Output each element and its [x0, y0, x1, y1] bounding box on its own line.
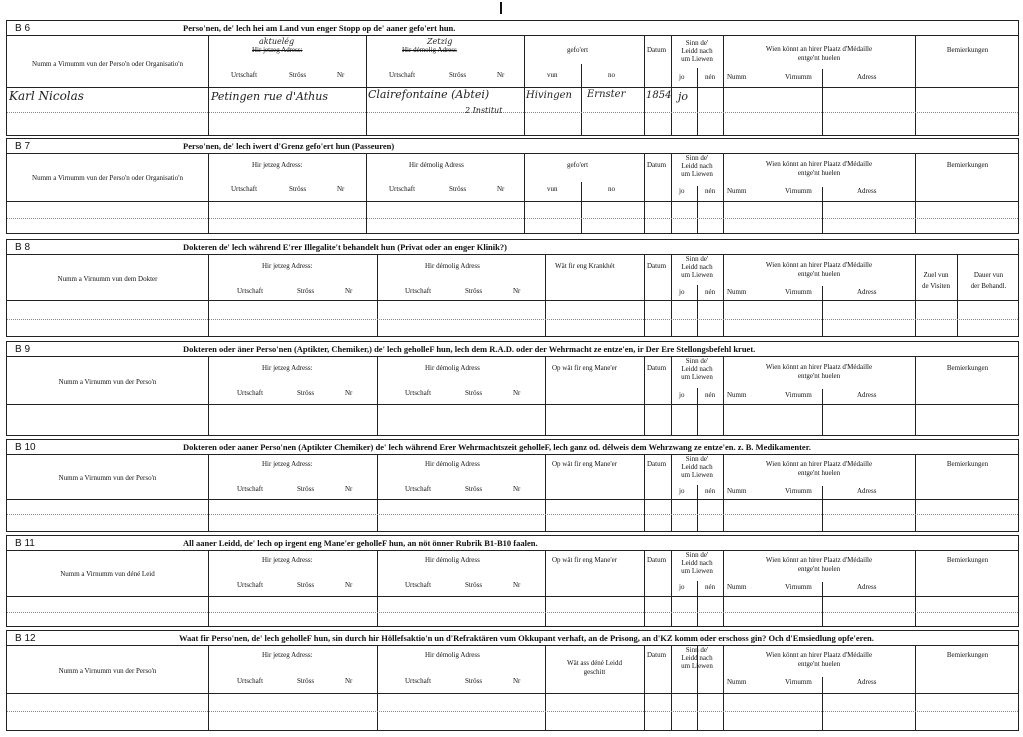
virnumm-label: Virnumm [785, 391, 812, 399]
section-title: All aaner Leidd, de' lech op irgent eng Mane'er geholleF hun, an nöt önner Rubrik B1-B10 faalen. [183, 538, 538, 548]
handwritten-jetzeg-annotation: aktuelég [259, 37, 295, 46]
nr-label: Nr [337, 185, 345, 193]
col-name: Numm a Virnumm vun der Perso'n [58, 378, 157, 386]
virnumm-label: Virnumm [785, 288, 812, 296]
handwritten-demolig-annotation: Zetzig [427, 37, 453, 46]
col-jetzeg: Hir jetzeg Adress: [262, 364, 313, 372]
urtschaft-label: Urtschaft [405, 581, 432, 589]
col-krankheet: Wät fir eng Krankhét [555, 262, 615, 270]
virnumm-label: Virnumm [785, 187, 812, 195]
urtschaft-label: Urtschaft [405, 485, 432, 493]
nr-label: Nr [513, 677, 521, 685]
col-sinn: Sinn de' Leidd nach um Liewen [681, 455, 713, 479]
col-jetzeg: Hir jetzeg Adress: [262, 556, 313, 564]
nen-label: nén [705, 391, 716, 399]
stross-label: Ströss [465, 389, 483, 397]
section-title: Perso'nen, de' lech hei am Land vun enger Stopp op de' aaner gefo'ert hun. [183, 23, 456, 33]
stross-label: Ströss [297, 389, 315, 397]
nr-label: Nr [345, 485, 353, 493]
handwritten-demolig: Clairefontaine (Abtei) [368, 88, 490, 101]
section-b6 [6, 20, 1019, 136]
section-b12 [6, 630, 1019, 731]
jo-label: jo [679, 487, 685, 495]
section-header [7, 342, 1018, 357]
nen-label: nén [705, 187, 716, 195]
urtschaft-label: Urtschaft [237, 287, 264, 295]
vun-label: vun [547, 71, 558, 79]
stross-label: Ströss [297, 677, 315, 685]
col-maner: Op wät fir eng Mane'er [552, 364, 618, 372]
col-datum: Datum [647, 262, 667, 270]
col-sinn: Sinn de' Leidd nach um Liewen [681, 357, 713, 381]
urtschaft-label: Urtschaft [237, 485, 264, 493]
section-b8 [6, 239, 1019, 337]
col-name: Numm a Virnumm vun der Perso'n [58, 667, 157, 675]
handwritten-jetzeg: Petingen rue d'Athus [211, 90, 328, 103]
stross-label: Ströss [289, 71, 307, 79]
nr-label: Nr [513, 485, 521, 493]
col-sinn: Sinn de' Leidd nach um Liewen [681, 39, 713, 63]
col-demolig: Hir démolig Adress [402, 46, 457, 54]
urtschaft-label: Urtschaft [237, 389, 264, 397]
adress-label: Adress [857, 288, 877, 296]
col-datum: Datum [647, 161, 667, 169]
col-sinn: Sinn de' Leidd nach um Liewen [681, 255, 713, 279]
nen-label: nén [705, 73, 716, 81]
section-title: Dokteren oder aaner Perso'nen (Aptikter Chemiker) de' lech während Erer Wehrmachtszeit geholleF, lech ganz od. délweis dem Wehrzwang ze entze'en. z. B. Medikamenter. [183, 442, 811, 452]
numm-label: Numm [727, 583, 747, 591]
section-header [7, 440, 1018, 455]
stross-label: Ströss [297, 581, 315, 589]
top-mark [500, 2, 502, 14]
handwritten-jo: jo [678, 90, 689, 103]
numm-label: Numm [727, 391, 747, 399]
numm-label: Numm [727, 678, 747, 686]
col-sinn: Sinn de' Leidd nach um Liewen [681, 551, 713, 575]
nr-label: Nr [513, 581, 521, 589]
nen-label: nén [705, 288, 716, 296]
col-name: Numm a Virnumm vun déné Leid [60, 570, 155, 578]
section-title: Perso'nen, de' lech iwert d'Grenz gefo'ert hun (Passeuren) [183, 141, 395, 151]
nr-label: Nr [345, 389, 353, 397]
section-id: B 7 [15, 141, 31, 152]
col-wien: Wien könnt an hirer Plaatz d'Médaille entge'nt huelen [765, 556, 873, 573]
section-id: B 8 [15, 242, 31, 253]
nr-label: Nr [497, 71, 505, 79]
col-demolig: Hir démolig Adress [425, 460, 480, 468]
urtschaft-label: Urtschaft [237, 581, 264, 589]
numm-label: Numm [727, 187, 747, 195]
jo-label: jo [679, 288, 685, 296]
handwritten-datum: 1854 [646, 90, 672, 101]
stross-label: Ströss [297, 485, 315, 493]
section-header [7, 631, 1018, 646]
stross-label: Ströss [465, 581, 483, 589]
col-wien: Wien könnt an hirer Plaatz d'Médaille entge'nt huelen [765, 160, 873, 177]
col-sinn: Sinn de' Leidd nach um Liewen [681, 646, 713, 670]
virnumm-label: Virnumm [785, 73, 812, 81]
nen-label: nén [705, 583, 716, 591]
col-name: Numm a Virnumm vun der Perso'n oder Organisatio'n [32, 174, 183, 182]
col-wien: Wien könnt an hirer Plaatz d'Médaille entge'nt huelen [765, 45, 873, 62]
col-zuel: Zuel vun de Visiten [921, 271, 951, 290]
section-title: Dokteren oder äner Perso'nen (Aptikter, Chemiker,) de' lech geholleF hun, lech dem R.A.D. oder der Wehrmacht ze entze'en, ir Der Ere Stellongsbefehl kruet. [183, 344, 756, 354]
virnumm-label: Virnumm [785, 583, 812, 591]
adress-label: Adress [857, 583, 877, 591]
numm-label: Numm [727, 73, 747, 81]
col-jetzeg: Hir jetzeg Adress: [252, 161, 303, 169]
urtschaft-label: Urtschaft [405, 287, 432, 295]
col-bemierkungen: Bemierkungen [946, 460, 989, 468]
virnumm-label: Virnumm [785, 487, 812, 495]
section-header [7, 139, 1018, 154]
section-header [7, 21, 1018, 36]
section-id: B 10 [15, 442, 36, 453]
stross-label: Ströss [465, 677, 483, 685]
nr-label: Nr [345, 581, 353, 589]
section-header [7, 536, 1018, 551]
col-demolig: Hir démolig Adress [425, 651, 480, 659]
col-wien: Wien könnt an hirer Plaatz d'Médaille entge'nt huelen [765, 261, 873, 278]
col-gefoert: gefo'ert [567, 46, 589, 54]
col-name: Numm a Virnumm vun dem Dokter [57, 275, 158, 283]
section-title: Dokteren de' lech während E'rer Illegalite't behandelt hun (Privat oder an enger Klinik?) [183, 242, 507, 252]
urtschaft-label: Urtschaft [405, 389, 432, 397]
nr-label: Nr [497, 185, 505, 193]
col-name: Numm a Virnumm vun der Perso'n oder Organisatio'n [32, 60, 183, 68]
urtschaft-label: Urtschaft [237, 677, 264, 685]
urtschaft-label: Urtschaft [231, 71, 258, 79]
section-id: B 9 [15, 344, 31, 355]
vun-label: vun [547, 185, 558, 193]
col-datum: Datum [647, 460, 667, 468]
stross-label: Ströss [449, 71, 467, 79]
section-b11 [6, 535, 1019, 627]
nen-label: nén [705, 487, 716, 495]
jo-label: jo [679, 583, 685, 591]
col-datum: Datum [647, 364, 667, 372]
col-gefoert: gefo'ert [567, 161, 589, 169]
urtschaft-label: Urtschaft [389, 71, 416, 79]
col-datum: Datum [647, 46, 667, 54]
nr-label: Nr [513, 287, 521, 295]
stross-label: Ströss [297, 287, 315, 295]
virnumm-label: Virnumm [785, 678, 812, 686]
urtschaft-label: Urtschaft [405, 677, 432, 685]
col-demolig: Hir démolig Adress [425, 364, 480, 372]
handwritten-name: Karl Nicolas [9, 89, 84, 103]
col-jetzeg: Hir jetzeg Adress: [262, 651, 313, 659]
no-label: no [608, 185, 615, 193]
col-datum: Datum [647, 556, 667, 564]
stross-label: Ströss [465, 287, 483, 295]
stross-label: Ströss [449, 185, 467, 193]
section-b9 [6, 341, 1019, 436]
jo-label: jo [679, 391, 685, 399]
adress-label: Adress [857, 187, 877, 195]
section-title: Waat fir Perso'nen, de' lech geholleF hun, sin durch hir Höllefsaktio'n un d'Refraktären vum Okkupant verhaft, an de Prisong, an d'KZ komm oder erschoss gin? Och d'Emsiedlung opfe'eren. [179, 633, 874, 643]
jo-label: jo [679, 187, 685, 195]
col-jetzeg: Hir jetzeg Adress: [262, 460, 313, 468]
section-header [7, 240, 1018, 255]
section-b10 [6, 439, 1019, 532]
col-bemierkungen: Bemierkungen [946, 556, 989, 564]
section-id: B 12 [15, 633, 36, 644]
nr-label: Nr [345, 677, 353, 685]
col-datum: Datum [647, 651, 667, 659]
col-bemierkungen: Bemierkungen [946, 46, 989, 54]
stross-label: Ströss [465, 485, 483, 493]
no-label: no [608, 71, 615, 79]
col-wien: Wien könnt an hirer Plaatz d'Médaille entge'nt huelen [765, 460, 873, 477]
col-maner: Op wät fir eng Mane'er [552, 556, 618, 564]
col-jetzeg: Hir jetzeg Adress: [262, 262, 313, 270]
section-b7 [6, 138, 1019, 234]
adress-label: Adress [857, 391, 877, 399]
col-bemierkungen: Bemierkungen [946, 651, 989, 659]
section-id: B 6 [15, 23, 31, 34]
col-sinn: Sinn de' Leidd nach um Liewen [681, 154, 713, 178]
col-demolig: Hir démolig Adress [425, 262, 480, 270]
urtschaft-label: Urtschaft [389, 185, 416, 193]
adress-label: Adress [857, 73, 877, 81]
handwritten-vun: Hivingen [526, 90, 572, 101]
col-name: Numm a Virnumm vun der Perso'n [58, 474, 157, 482]
col-bemierkungen: Bemierkungen [946, 364, 989, 372]
col-demolig: Hir démolig Adress [409, 161, 464, 169]
col-demolig: Hir démolig Adress [425, 556, 480, 564]
col-wien: Wien könnt an hirer Plaatz d'Médaille entge'nt huelen [765, 651, 873, 668]
nr-label: Nr [345, 287, 353, 295]
adress-label: Adress [857, 487, 877, 495]
numm-label: Numm [727, 487, 747, 495]
nr-label: Nr [513, 389, 521, 397]
col-wien: Wien könnt an hirer Plaatz d'Médaille entge'nt huelen [765, 363, 873, 380]
stross-label: Ströss [289, 185, 307, 193]
jo-label: jo [679, 73, 685, 81]
col-maner: Op wät fir eng Mane'er [552, 460, 618, 468]
col-leidd: Wät ass déné Leidd geschitt [566, 659, 622, 676]
col-dauer: Dauer vun der Behandl. [970, 271, 1007, 290]
nr-label: Nr [337, 71, 345, 79]
col-bemierkungen: Bemierkungen [946, 161, 989, 169]
col-jetzeg: Hir jetzeg Adress: [252, 46, 303, 54]
section-id: B 11 [15, 538, 35, 549]
handwritten-demolig-2: 2 Institut [465, 106, 503, 115]
adress-label: Adress [857, 678, 877, 686]
numm-label: Numm [727, 288, 747, 296]
urtschaft-label: Urtschaft [231, 185, 258, 193]
handwritten-no: Ernster [587, 89, 626, 100]
